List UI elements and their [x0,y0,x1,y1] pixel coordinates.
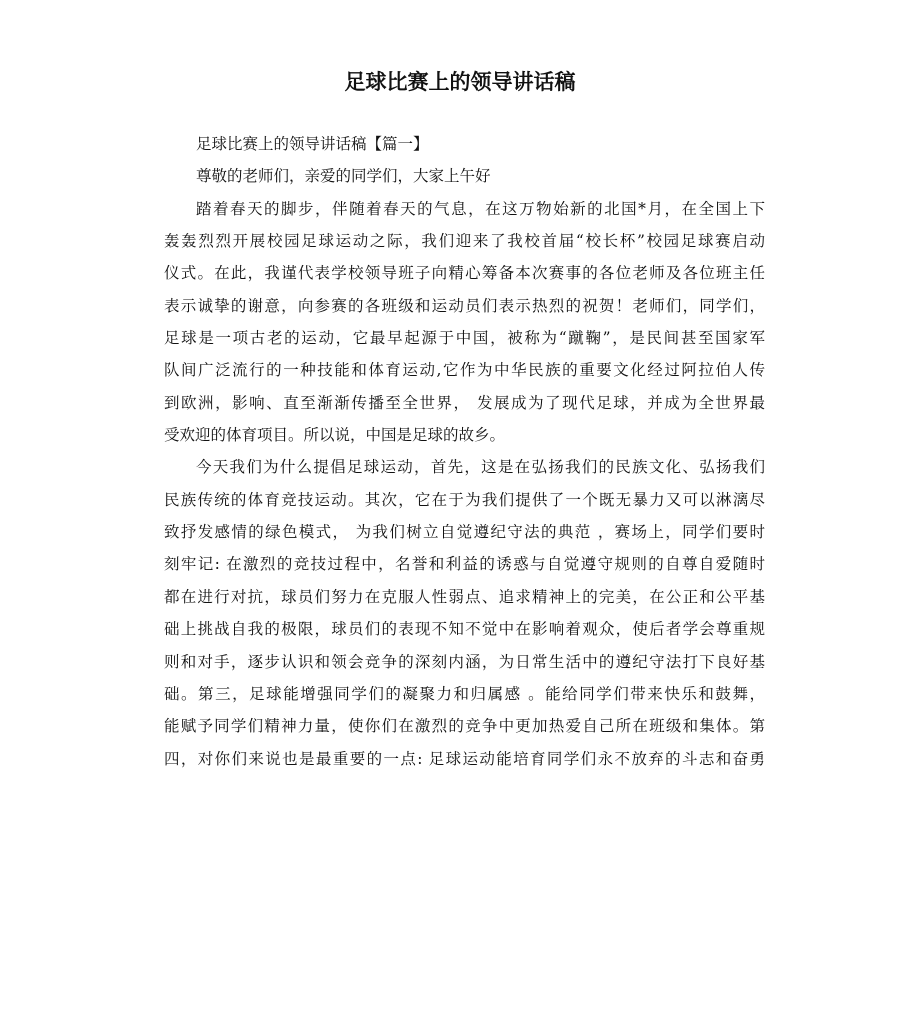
text-line: 则和对手，逐步认识和领会竞争的深刻内涵，为日常生活中的遵纪守法打下良好基 [164,652,765,671]
text-line: 础上挑战自我的极限，球员们的表现不知不觉中在影响着观众，使后者学会尊重规 [164,620,765,639]
text-line: 础。第三，足球能增强同学们的凝聚力和归属感 。能给同学们带来快乐和鼓舞， [164,684,765,703]
text-line: 到欧洲，影响、直至渐渐传播至全世界， 发展成为了现代足球，并成为全世界最 [164,393,765,412]
text-line: 刻牢记: 在激烈的竞技过程中，名誉和利益的诱惑与自觉遵守规则的自尊自爱随时 [164,555,765,574]
text-line: 今天我们为什么提倡足球运动，首先，这是在弘扬我们的民族文化、弘扬我们 [196,458,765,477]
text-line: 尊敬的老师们，亲爱的同学们，大家上午好 [196,167,491,186]
text-line: 轰轰烈烈开展校园足球运动之际，我们迎来了我校首届“校长杯”校园足球赛启动 [164,232,765,251]
document-title: 足球比赛上的领导讲话稿 [344,70,576,94]
text-line: 仪式。在此，我谨代表学校领导班子向精心筹备本次赛事的各位老师及各位班主任 [164,264,765,283]
text-line: 四，对你们来说也是最重要的一点: 足球运动能培育同学们永不放弃的斗志和奋勇 [164,749,765,768]
text-line: 都在进行对抗，球员们努力在克服人性弱点、追求精神上的完美，在公正和公平基 [164,587,765,606]
text-line: 民族传统的体育竞技运动。其次，它在于为我们提供了一个既无暴力又可以淋漓尽 [164,490,765,509]
text-line: 致抒发感情的绿色模式， 为我们树立自觉遵纪守法的典范 ，赛场上，同学们要时 [164,523,765,542]
text-line: 受欢迎的体育项目。所以说，中国是足球的故乡。 [164,426,506,445]
text-line: 能赋予同学们精神力量，使你们在激烈的竞争中更加热爱自己所在班级和集体。第 [164,717,765,736]
text-line: 队间广泛流行的一种技能和体育运动,它作为中华民族的重要文化经过阿拉伯人传 [164,361,765,380]
text-line: 表示诚挚的谢意，向参赛的各班级和运动员们表示热烈的祝贺！老师们，同学们， [164,296,765,315]
text-line: 足球是一项古老的运动，它最早起源于中国，被称为“蹴鞠”，是民间甚至国家军 [164,329,765,348]
document-body [164,128,765,775]
text-line: 足球比赛上的领导讲话稿【篇一】 [196,135,429,153]
text-line: 踏着春天的脚步，伴随着春天的气息，在这万物始新的北国*月，在全国上下 [196,199,765,218]
